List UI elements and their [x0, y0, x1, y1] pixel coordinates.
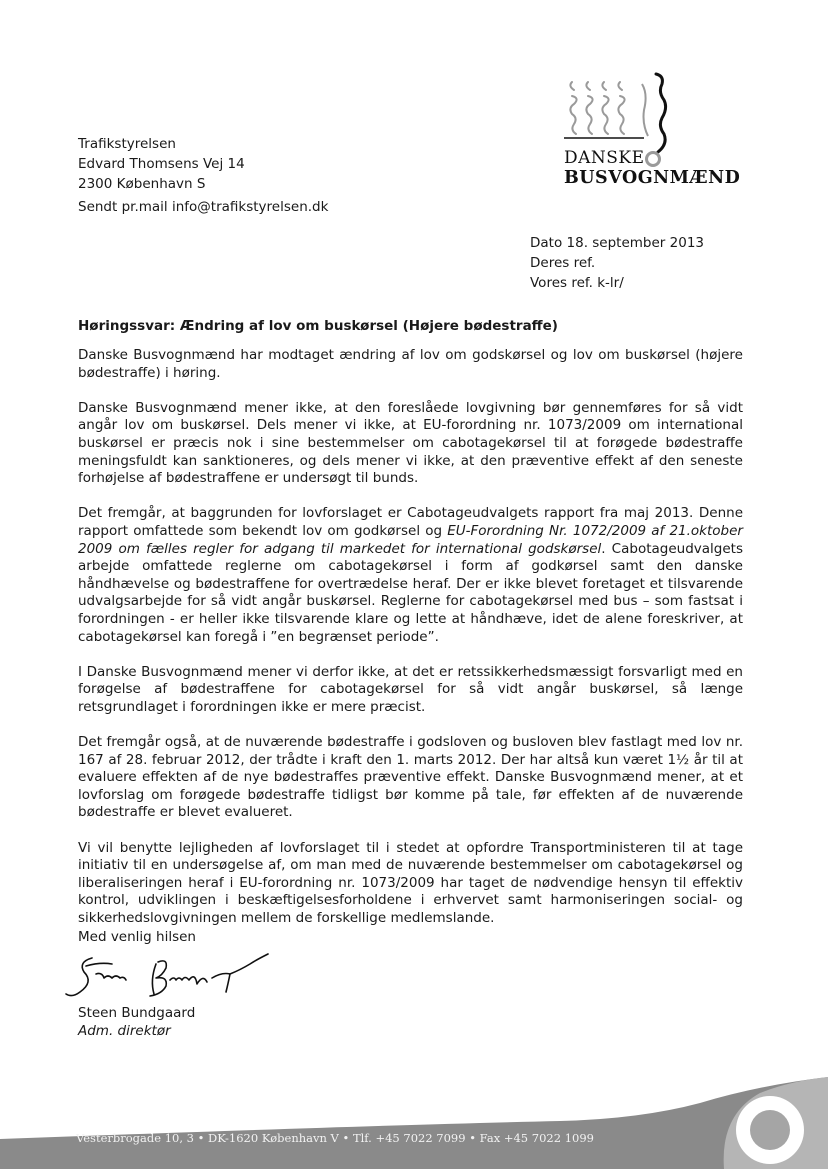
recipient-line-1: Trafikstyrelsen	[78, 136, 176, 152]
recipient-line-2: Edvard Thomsens Vej 14	[78, 156, 245, 172]
reference-block	[530, 233, 704, 293]
logo-text-danske: DANSKE	[564, 148, 645, 168]
paragraph-5: Det fremgår også, at de nuværende bødestraffe i godsloven og busloven blev fastlagt med lov nr. 167 af 28. februar 2012, der trådte i kraft den 1. marts 2012. Der har altså kun været 1½ år til at evaluere effekten af de nye bødestraffes præventive effekt. Danske Busvognmænd mener, at et lovforslag om forøgede bødestraffe tidligst bør komme på tale, før effekten af de nuværende bødestraffe er blevet evalueret.	[78, 734, 743, 821]
signatory-name: Steen Bundgaard	[78, 1005, 196, 1021]
recipient-address	[78, 134, 245, 194]
our-ref-line: Vores ref. k-lr/	[530, 275, 624, 291]
company-logo	[560, 72, 750, 192]
letter-body	[78, 347, 743, 928]
logo-text-busvognmaend: BUSVOGNMÆND	[564, 168, 741, 188]
paragraph-1: Danske Busvognmænd har modtaget ændring af lov om godskørsel og lov om buskørsel (højere bødestraffe) i høring.	[78, 347, 743, 381]
paragraph-3	[78, 505, 743, 646]
paragraph-3-part-a: Det fremgår, at baggrunden for lovforslaget er Cabotageudvalgets rapport fra maj 2013. Denne rapport omfattede som bekendt lov om godkørsel og	[78, 505, 743, 539]
handwritten-signature	[62, 944, 302, 1004]
their-ref-line: Deres ref.	[530, 255, 596, 271]
logo-ring-icon	[644, 150, 662, 168]
paragraph-4: I Danske Busvognmænd mener vi derfor ikke, at det er retssikkerhedsmæssigt forsvarligt med en forøgelse af bødestraffene for cabotagekørsel for så vidt angår buskørsel, så længe retsgrundlaget i forordningen ikke er mere præcist.	[78, 663, 743, 715]
closing-greeting: Med venlig hilsen	[78, 929, 196, 945]
sent-by-email-line: Sendt pr.mail info@trafikstyrelsen.dk	[78, 199, 329, 215]
signatory-title: Adm. direktør	[78, 1023, 171, 1039]
letter-subject: Høringssvar: Ændring af lov om buskørsel (Højere bødestraffe)	[78, 318, 558, 334]
paragraph-2: Danske Busvognmænd mener ikke, at den foreslåede lovgivning bør gennemføres for så vidt angår lov om buskørsel. Dels mener vi ikke, at EU-forordning nr. 1073/2009 om international buskørsel er præcis nok i sine bestemmelser om cabotagekørsel til at forøgede bødestraffe meningsfuldt kan sanktioneres, og dels mener vi ikke, at den præventive effekt af den seneste forhøjelse af bødestraffene er undersøgt til bunds.	[78, 399, 743, 487]
footer-band	[0, 1075, 828, 1169]
recipient-line-3: 2300 København S	[78, 176, 206, 192]
date-line: Dato 18. september 2013	[530, 235, 705, 251]
signatory	[78, 1004, 195, 1040]
paragraph-3-italic-regulation: EU-Forordning Nr. 1072/2009 af 21.oktober 2009 om fælles regler for adgang til markedet for international godskørsel	[78, 522, 743, 557]
paragraph-6: Vi vil benytte lejligheden af lovforslaget til i stedet at opfordre Transportministeren til at tage initiativ til en undersøgelse af, om man med de nuværende bestemmelser om cabotagekørsel og liberaliseringen heraf i EU-forordning nr. 1073/2009 har taget de nødvendige hensyn til effektiv kontrol, udviklingen i beskæftigelsesforholdene i erhvervet samt harmoniseringen social- og sikkerhedslovgivningen mellem de forskellige medlemslande.	[78, 839, 743, 926]
footer-contact-line: Vesterbrogade 10, 3 • DK-1620 København V • Tlf. +45 7022 7099 • Fax +45 7022 1099	[76, 1131, 594, 1145]
paragraph-3-part-b: . Cabotageudvalgets arbejde omfattede reglerne om cabotagekørsel i form af godkørsel samt den danske håndhævelse og bødestraffene for overtrædelse heraf. Der er ikke blevet foretaget et tilsvarende udvalgsarbejde for så vidt angår buskørsel. Reglerne for cabotagekørsel med bus – som fastsat i forordningen - er heller ikke tilsvarende klare og lette at håndhæve, idet de alene foreskriver, at cabotagekørsel kan foregå i ”en begrænset periode”.	[78, 540, 743, 645]
